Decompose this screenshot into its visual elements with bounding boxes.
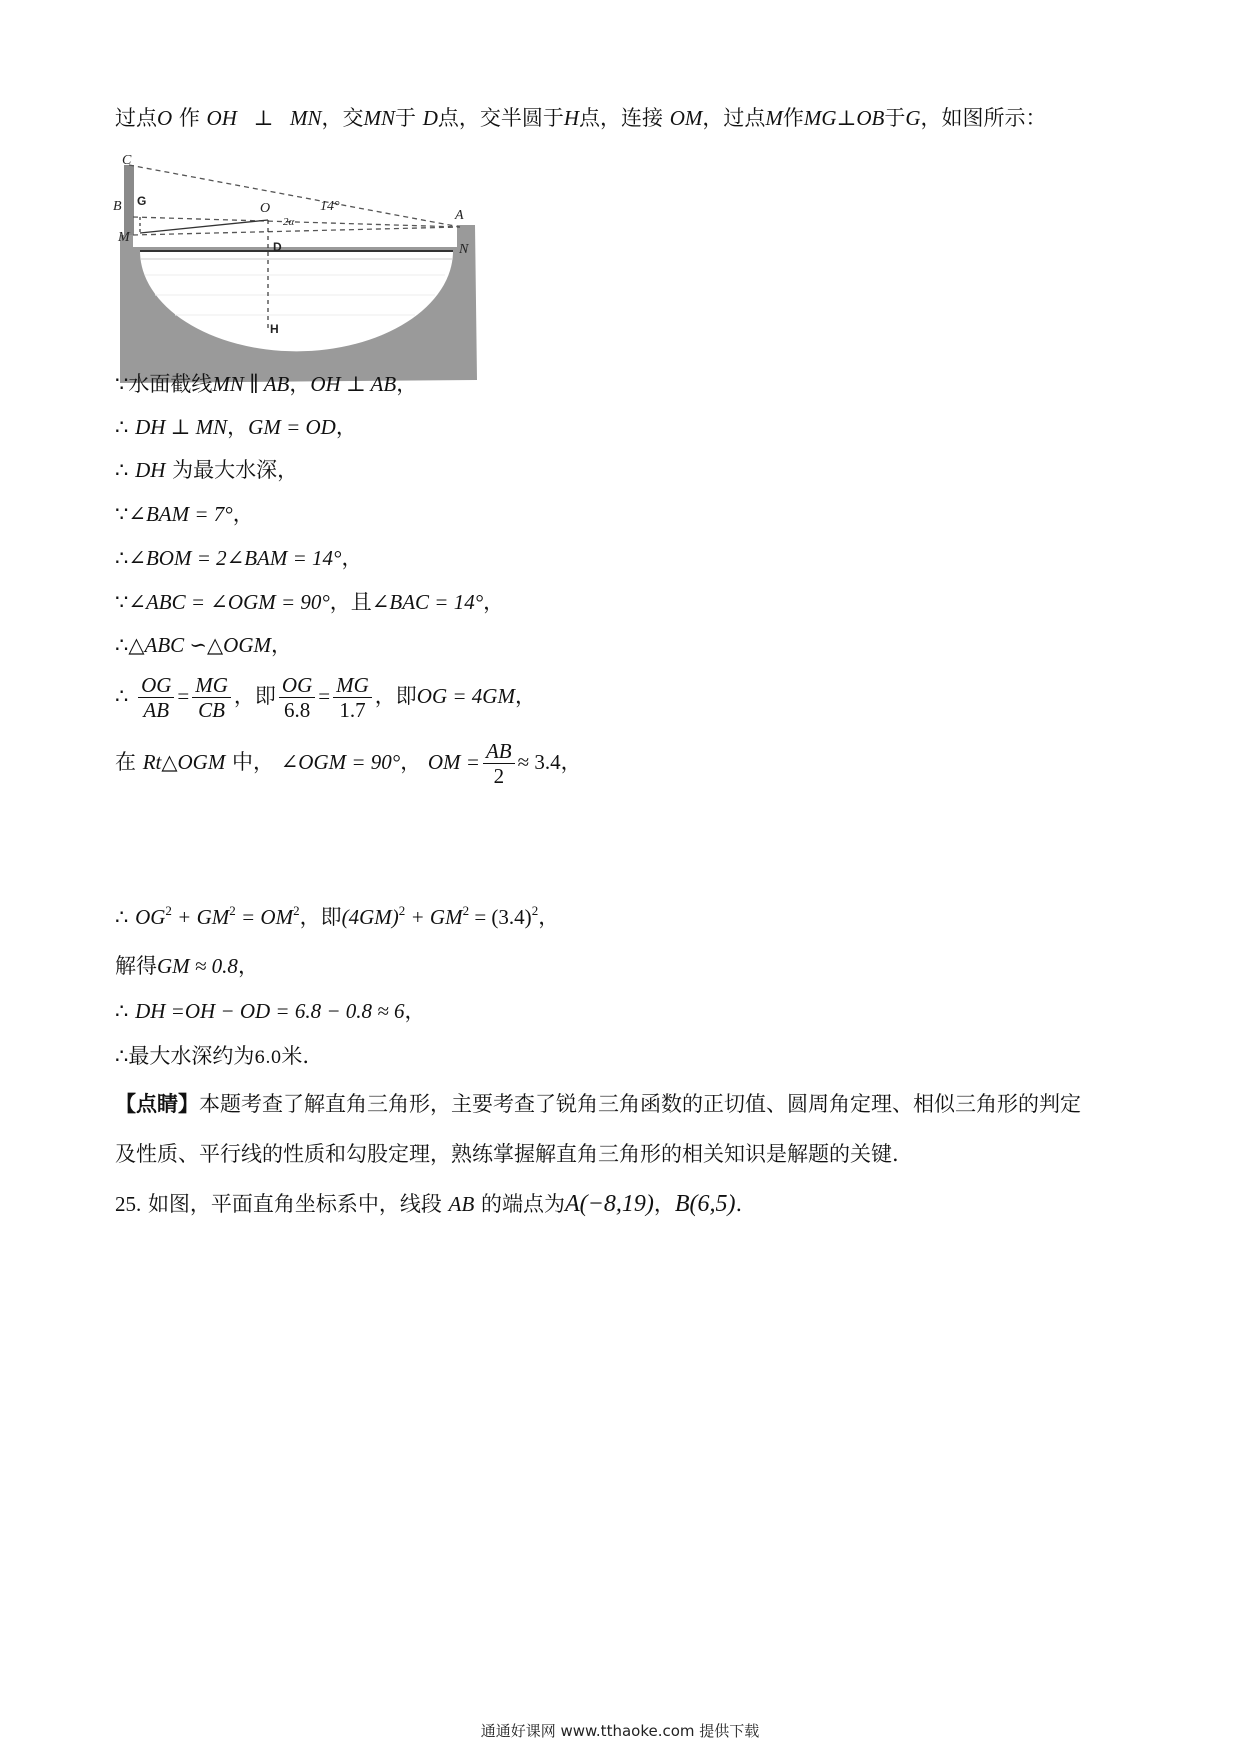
- math: H: [563, 106, 580, 130]
- text: ，即: [299, 905, 342, 929]
- superscript: 2: [398, 903, 406, 918]
- math: OG = 4GM: [416, 684, 515, 708]
- math: + GM: [171, 905, 230, 929]
- text: 的端点为: [480, 1192, 565, 1216]
- step-1: [115, 370, 417, 398]
- denominator: 1.7: [339, 698, 366, 722]
- math: DH: [135, 458, 166, 482]
- text: 及性质、平行线的性质和勾股定理，熟练掌握解直角三角形的相关知识是解题的关键.: [115, 1142, 899, 1166]
- page-footer: 通通好课网 www.tthaoke.com 提供下载: [480, 1722, 760, 1740]
- superscript: 2: [293, 903, 300, 918]
- symbol: ∵: [115, 590, 129, 614]
- line-BA: [133, 217, 460, 227]
- step-11: [115, 952, 259, 980]
- superscript: 2: [462, 903, 470, 918]
- text: ，: [560, 750, 582, 774]
- step-6: [115, 588, 504, 616]
- math: MN: [290, 106, 322, 130]
- step-9: [115, 734, 582, 790]
- label-O: O: [260, 201, 271, 216]
- label-C: C: [122, 153, 132, 168]
- math: ≈ 3.4: [517, 750, 561, 774]
- math: MN ∥ AB: [212, 372, 290, 396]
- math: MN: [363, 106, 396, 130]
- numerator: MG: [192, 673, 231, 698]
- text: ，即: [233, 684, 276, 708]
- problem-number: 25.: [115, 1192, 142, 1216]
- denominator: CB: [198, 698, 225, 722]
- text: ，: [227, 415, 249, 439]
- text: 米.: [281, 1044, 310, 1068]
- text: ，: [341, 546, 363, 570]
- math: △ABC ∽△OGM: [128, 633, 272, 657]
- math: D: [422, 106, 438, 130]
- numerator: OG: [279, 673, 315, 698]
- comment-line-1: [115, 1090, 1081, 1118]
- fraction: [483, 739, 515, 788]
- text: 点，交半圆于: [437, 106, 564, 130]
- equals: =: [177, 684, 190, 708]
- math: AB: [448, 1192, 475, 1216]
- math: O: [157, 106, 173, 130]
- text: 为最大水深，: [172, 458, 299, 482]
- text: 最大水深约为: [128, 1044, 255, 1068]
- symbol: ∴: [115, 546, 129, 570]
- math: = OM: [235, 905, 294, 929]
- math: (4GM): [341, 905, 399, 929]
- math: MG⊥OB: [803, 106, 885, 130]
- step-4: [115, 500, 254, 528]
- math: ⊥: [253, 106, 274, 130]
- text: 如图，平面直角坐标系中，线段: [147, 1192, 442, 1216]
- text: 在: [115, 750, 136, 774]
- text: 作: [178, 106, 200, 130]
- text: ，: [514, 684, 536, 708]
- math: DH ⊥ MN: [135, 415, 228, 439]
- text: ，交: [321, 106, 364, 130]
- numerator: AB: [483, 739, 515, 764]
- label-M: M: [118, 230, 130, 245]
- text: ，: [396, 372, 418, 396]
- math: ∠ABC = ∠OGM = 90°: [128, 590, 330, 614]
- label-B: B: [113, 199, 122, 214]
- math: = (3.4): [469, 905, 532, 929]
- math: B(6,5): [674, 1191, 736, 1217]
- math: G: [905, 106, 921, 130]
- math: ∠BAC = 14°: [371, 590, 484, 614]
- text: 点，连接: [579, 106, 664, 130]
- label-N: N: [459, 242, 469, 257]
- text: ，: [289, 372, 311, 396]
- symbol: ∴: [115, 1044, 129, 1068]
- fraction: [279, 673, 315, 722]
- math: ∠BOM = 2∠BAM = 14°: [128, 546, 342, 570]
- math: ∠BAM = 7°: [128, 502, 233, 526]
- symbol: ∴: [115, 684, 129, 708]
- label-D: D: [273, 240, 282, 254]
- denominator: 6.8: [283, 698, 311, 722]
- symbol: ∴: [115, 999, 129, 1023]
- text: .: [735, 1192, 743, 1216]
- superscript: 2: [229, 903, 236, 918]
- text: ，: [271, 633, 293, 657]
- numerator: OG: [138, 673, 174, 698]
- symbol: ∵: [115, 502, 129, 526]
- math: M: [765, 106, 783, 130]
- intro-line: [115, 104, 1046, 132]
- label-G: G: [137, 194, 147, 208]
- step-3: [115, 456, 298, 484]
- text: ，即: [374, 684, 417, 708]
- numerator: MG: [333, 673, 372, 698]
- math: GM ≈ 0.8: [157, 954, 238, 978]
- symbol: ∴: [115, 458, 129, 482]
- math: A(−8,19): [564, 1191, 654, 1217]
- fraction: [192, 673, 231, 722]
- label-angle-2a: 2α: [283, 216, 295, 228]
- text: 过点: [115, 106, 157, 130]
- label-angle-14: 14°: [320, 199, 340, 214]
- line-MO: [140, 220, 268, 233]
- label-A: A: [455, 208, 464, 223]
- math: OM =: [427, 750, 480, 774]
- step-12: [115, 997, 426, 1025]
- fraction: [138, 673, 174, 722]
- step-10: [115, 897, 559, 931]
- superscript: 2: [165, 903, 172, 918]
- step-5: [115, 544, 362, 572]
- text: ，: [232, 502, 254, 526]
- math: Rt△OGM: [142, 750, 226, 774]
- text: 于: [395, 106, 417, 130]
- math: OH: [206, 106, 237, 130]
- comment-line-2: [115, 1140, 899, 1168]
- comment-tag: 【点睛】: [115, 1092, 199, 1116]
- equals: =: [318, 684, 331, 708]
- line-CA: [129, 165, 460, 227]
- text: ，: [400, 750, 422, 774]
- text: ，: [483, 590, 505, 614]
- label-H: H: [270, 322, 279, 336]
- text: ，: [538, 905, 560, 929]
- text: 于: [884, 106, 906, 130]
- superscript: 2: [531, 903, 539, 918]
- value: 6.0: [254, 1048, 282, 1068]
- math: DH =OH − OD = 6.8 − 0.8 ≈ 6: [135, 999, 405, 1023]
- symbol: ∴: [115, 633, 129, 657]
- symbol: ∴: [115, 905, 129, 929]
- text: ，: [335, 415, 357, 439]
- text: ，: [404, 999, 426, 1023]
- step-13: [115, 1042, 309, 1072]
- step-8: [115, 668, 536, 724]
- text: 作: [782, 106, 804, 130]
- text: 中，: [232, 750, 275, 774]
- text: ，: [653, 1192, 675, 1216]
- pole: [124, 165, 134, 235]
- geometry-figure: [115, 155, 485, 395]
- text: 解得: [115, 954, 157, 978]
- math: OH ⊥ AB: [310, 372, 397, 396]
- text: 水面截线: [128, 372, 213, 396]
- math: OG: [135, 905, 166, 929]
- symbol: ∴: [115, 415, 129, 439]
- step-2: [115, 413, 357, 441]
- fraction: [333, 673, 372, 722]
- denominator: 2: [493, 764, 505, 788]
- math: + GM: [405, 905, 463, 929]
- denominator: AB: [143, 698, 170, 722]
- text: 本题考查了解直角三角形，主要考查了锐角三角函数的正切值、圆周角定理、相似三角形的判定: [199, 1092, 1081, 1116]
- math: ∠OGM = 90°: [280, 750, 401, 774]
- symbol: ∵: [115, 372, 129, 396]
- text: ，如图所示：: [920, 106, 1047, 130]
- step-7: [115, 631, 292, 659]
- problem-25: [115, 1190, 742, 1218]
- text: ，且: [329, 590, 372, 614]
- text: ，过点: [702, 106, 766, 130]
- text: ，: [237, 954, 259, 978]
- math: GM = OD: [248, 415, 336, 439]
- math: OM: [669, 106, 703, 130]
